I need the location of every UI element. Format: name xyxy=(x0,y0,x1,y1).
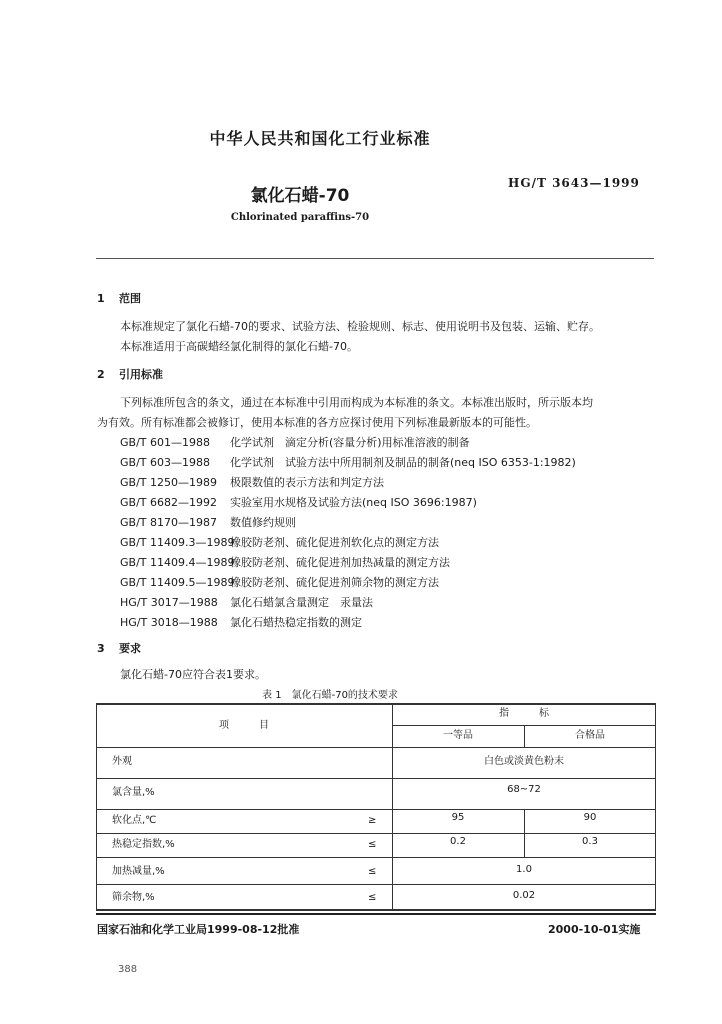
row-symbol: ≤ xyxy=(368,866,377,877)
row-item-softening-point: 软化点,℃ xyxy=(112,815,157,826)
row-value-chlorine-content: 68~72 xyxy=(507,784,541,795)
approval-line: 国家石油和化学工业局1999-08-12批准 xyxy=(97,923,300,936)
table-row-divider xyxy=(96,809,656,810)
row-symbol: ≥ xyxy=(368,815,377,826)
row-value-grade1: 95 xyxy=(451,812,465,823)
section-title: 范围 xyxy=(119,292,141,305)
reference-title: 氯化石蜡热稳定指数的测定 xyxy=(230,616,362,629)
reference-item xyxy=(120,474,384,490)
row-item-sieve-residue: 筛余物,% xyxy=(112,892,155,903)
reference-code: GB/T 11409.5—1989 xyxy=(120,576,235,589)
table-row-divider xyxy=(96,833,656,834)
table-row-divider xyxy=(96,857,656,858)
section-1-paragraph-2: 本标准适用于高碳蜡经氯化制得的氯化石蜡-70。 xyxy=(120,340,358,353)
row-symbol: ≤ xyxy=(368,892,377,903)
section-number: 2 xyxy=(97,368,105,381)
table-row-divider xyxy=(96,747,656,748)
reference-item xyxy=(120,434,470,450)
row-value-grade2: 0.3 xyxy=(582,836,598,847)
reference-title: 化学试剂 滴定分析(容量分析)用标准溶液的制备 xyxy=(230,436,470,449)
table-border-bottom xyxy=(96,909,656,911)
reference-title: 橡胶防老剂、硫化促进剂软化点的测定方法 xyxy=(230,536,439,549)
reference-code: HG/T 3017—1988 xyxy=(120,596,218,609)
reference-code: GB/T 1250—1989 xyxy=(120,476,217,489)
reference-title: 橡胶防老剂、硫化促进剂加热减量的测定方法 xyxy=(230,556,450,569)
row-value-grade2: 90 xyxy=(583,812,597,823)
reference-title: 数值修约规则 xyxy=(230,516,296,529)
section-title: 要求 xyxy=(119,642,141,655)
effective-date: 2000-10-01实施 xyxy=(548,923,641,936)
section-3-heading xyxy=(97,640,141,656)
reference-title: 橡胶防老剂、硫化促进剂筛余物的测定方法 xyxy=(230,576,439,589)
header-index: 指 标 xyxy=(499,708,549,719)
reference-item xyxy=(120,554,450,570)
section-3-paragraph: 氯化石蜡-70应符合表1要求。 xyxy=(120,668,266,681)
reference-item xyxy=(120,534,439,550)
section-1-heading xyxy=(97,290,141,306)
reference-code: GB/T 601—1988 xyxy=(120,436,210,449)
header-title: 中华人民共和国化工行业标准 xyxy=(209,129,431,148)
header-grade-qualified: 合格品 xyxy=(575,730,605,741)
section-2-paragraph-line-2: 为有效。所有标准都会被修订，使用本标准的各方应探讨使用下列标准最新版本的可能性。 xyxy=(97,416,537,429)
reference-code: HG/T 3018—1988 xyxy=(120,616,218,629)
row-item-appearance: 外观 xyxy=(112,756,132,767)
table-border-left xyxy=(96,703,97,911)
reference-item xyxy=(120,594,373,610)
standard-title-english: Chlorinated paraffins-70 xyxy=(230,212,370,223)
standard-title: 氯化石蜡-70 xyxy=(250,186,350,206)
table-row-divider xyxy=(96,778,656,779)
reference-title: 实验室用水规格及试验方法(neq ISO 3696:1987) xyxy=(230,496,477,509)
section-title: 引用标准 xyxy=(119,368,163,381)
header-item: 项 目 xyxy=(219,720,269,731)
reference-code: GB/T 603—1988 xyxy=(120,456,210,469)
header-grade-first: 一等品 xyxy=(443,730,473,741)
section-number: 1 xyxy=(97,292,105,305)
standard-number: HG/T 3643—1999 xyxy=(508,176,640,190)
reference-title: 氯化石蜡氯含量测定 汞量法 xyxy=(230,596,373,609)
table-caption: 表 1 氯化石蜡-70的技术要求 xyxy=(262,690,398,701)
reference-item xyxy=(120,454,576,470)
reference-item xyxy=(120,514,296,530)
reference-title: 极限数值的表示方法和判定方法 xyxy=(230,476,384,489)
reference-code: GB/T 11409.3—1989 xyxy=(120,536,235,549)
reference-title: 化学试剂 试验方法中所用制剂及制品的制备(neq ISO 6353-1:1982) xyxy=(230,456,576,469)
table-border-top xyxy=(96,703,656,705)
section-number: 3 xyxy=(97,642,105,655)
row-value-appearance: 白色或淡黄色粉末 xyxy=(484,756,564,767)
reference-item xyxy=(120,494,477,510)
section-2-heading xyxy=(97,366,163,382)
reference-item xyxy=(120,614,362,630)
section-1-paragraph-1: 本标准规定了氯化石蜡-70的要求、试验方法、检验规则、标志、使用说明书及包装、运输、贮存。 xyxy=(120,320,600,333)
page-number: 388 xyxy=(118,964,138,975)
header-divider xyxy=(96,258,654,259)
row-value-sieve-residue: 0.02 xyxy=(512,890,536,901)
table-row-divider xyxy=(96,884,656,885)
row-item-thermal-stability: 热稳定指数,% xyxy=(112,839,175,850)
footer-divider xyxy=(96,913,656,915)
row-value-heating-loss: 1.0 xyxy=(516,864,532,875)
row-value-grade1: 0.2 xyxy=(450,836,466,847)
row-item-heating-loss: 加热减量,% xyxy=(112,866,165,877)
row-symbol: ≤ xyxy=(368,839,377,850)
reference-item xyxy=(120,574,439,590)
requirements-table xyxy=(96,703,656,911)
row-item-chlorine-content: 氯含量,% xyxy=(112,787,155,798)
reference-code: GB/T 6682—1992 xyxy=(120,496,217,509)
section-2-paragraph-line-1: 下列标准所包含的条文，通过在本标准中引用而构成为本标准的条文。本标准出版时，所示版本均 xyxy=(120,396,593,409)
reference-code: GB/T 11409.4—1989 xyxy=(120,556,235,569)
reference-code: GB/T 8170—1987 xyxy=(120,516,217,529)
